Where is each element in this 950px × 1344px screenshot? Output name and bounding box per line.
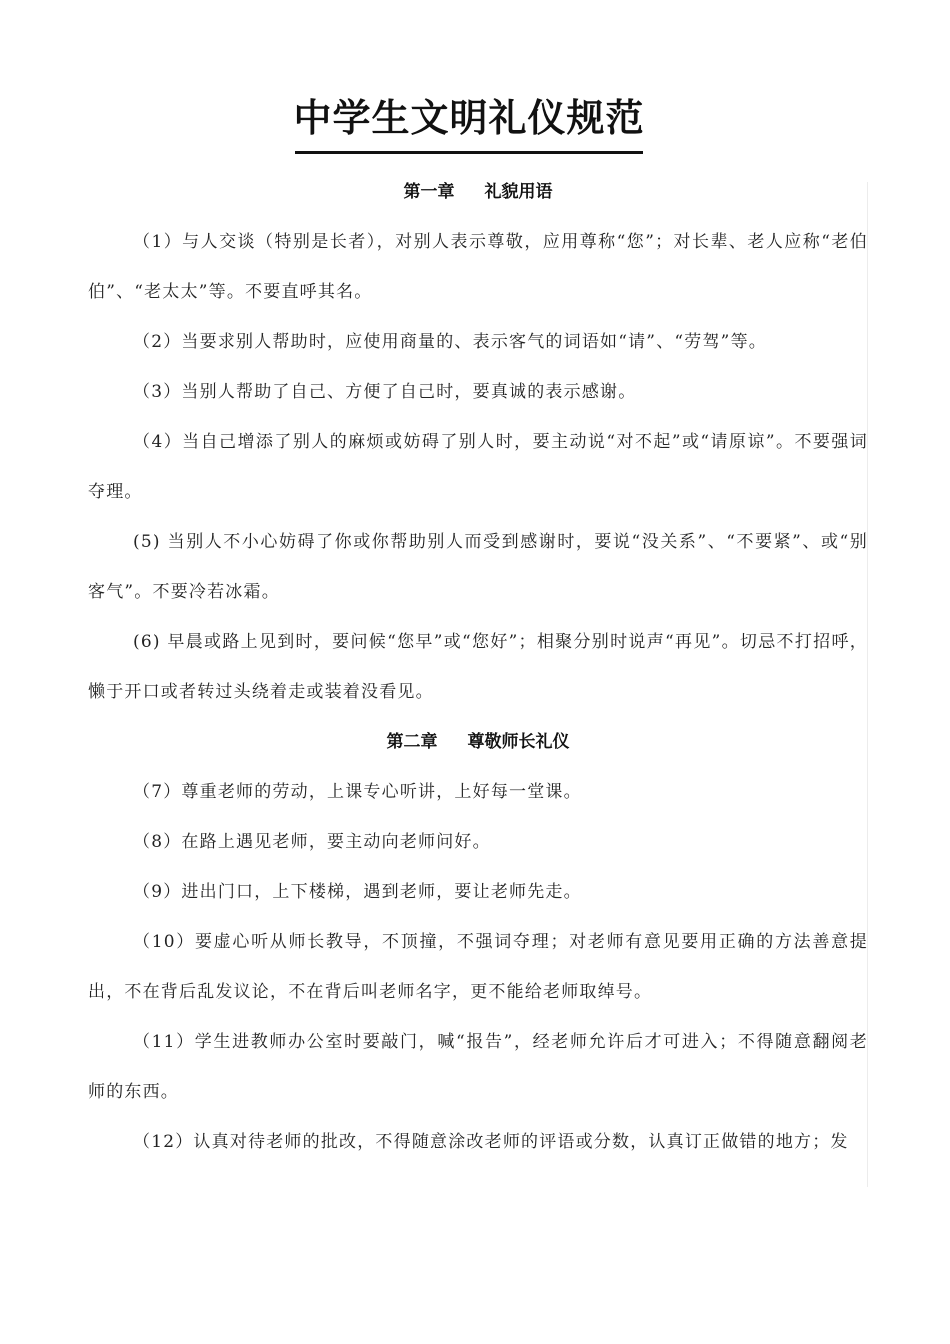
paragraph: （7）尊重老师的劳动，上课专心听讲，上好每一堂课。 [133, 782, 582, 802]
paragraph: （3）当别人帮助了自己、方便了自己时，要真诚的表示感谢。 [133, 382, 637, 402]
paragraph: （10）要虚心听从师长教导，不顶撞，不强词夺理；对老师有意见要用正确的方法善意提出，不在背后乱发议论，不在背后叫老师名字，更不能给老师取绰号。 [88, 932, 868, 1002]
chapter-number: 第一章 [403, 182, 455, 202]
paragraph: （12）认真对待老师的批改，不得随意涂改老师的评语或分数，认真订正做错的地方；发 [133, 1132, 849, 1152]
chapter-heading-1 [88, 167, 868, 217]
chapter-name: 尊敬师长礼仪 [467, 732, 570, 752]
paragraph: （2）当要求别人帮助时，应使用商量的、表示客气的词语如“请”、“劳驾”等。 [133, 332, 767, 352]
title-underline [295, 151, 643, 154]
paragraph: (5) 当别人不小心妨碍了你或你帮助别人而受到感谢时，要说“没关系”、“不要紧”、或“别客气”。不要冷若冰霜。 [88, 532, 868, 602]
paragraph: (6) 早晨或路上见到时，要问候“您早”或“您好”；相聚分别时说声“再见”。切忌不打招呼，懒于开口或者转过头绕着走或装着没看见。 [88, 632, 868, 702]
document-body [88, 167, 868, 1167]
paragraph: （1）与人交谈（特别是长者），对别人表示尊敬，应用尊称“您”；对长辈、老人应称“老伯伯”、“老太太”等。不要直呼其名。 [88, 232, 868, 302]
paragraph: （11）学生进教师办公室时要敲门，喊“报告”，经老师允许后才可进入；不得随意翻阅老师的东西。 [88, 1032, 868, 1102]
chapter-name: 礼貌用语 [484, 182, 553, 202]
paragraph: （9）进出门口，上下楼梯，遇到老师，要让老师先走。 [133, 882, 582, 902]
paragraph: （8）在路上遇见老师，要主动向老师问好。 [133, 832, 491, 852]
chapter-number: 第二章 [386, 732, 438, 752]
document-title: 中学生文明礼仪规范 [293, 96, 645, 140]
paragraph: （4）当自己增添了别人的麻烦或妨碍了别人时，要主动说“对不起”或“请原谅”。不要强词夺理。 [88, 432, 868, 502]
chapter-heading-2 [88, 717, 868, 767]
